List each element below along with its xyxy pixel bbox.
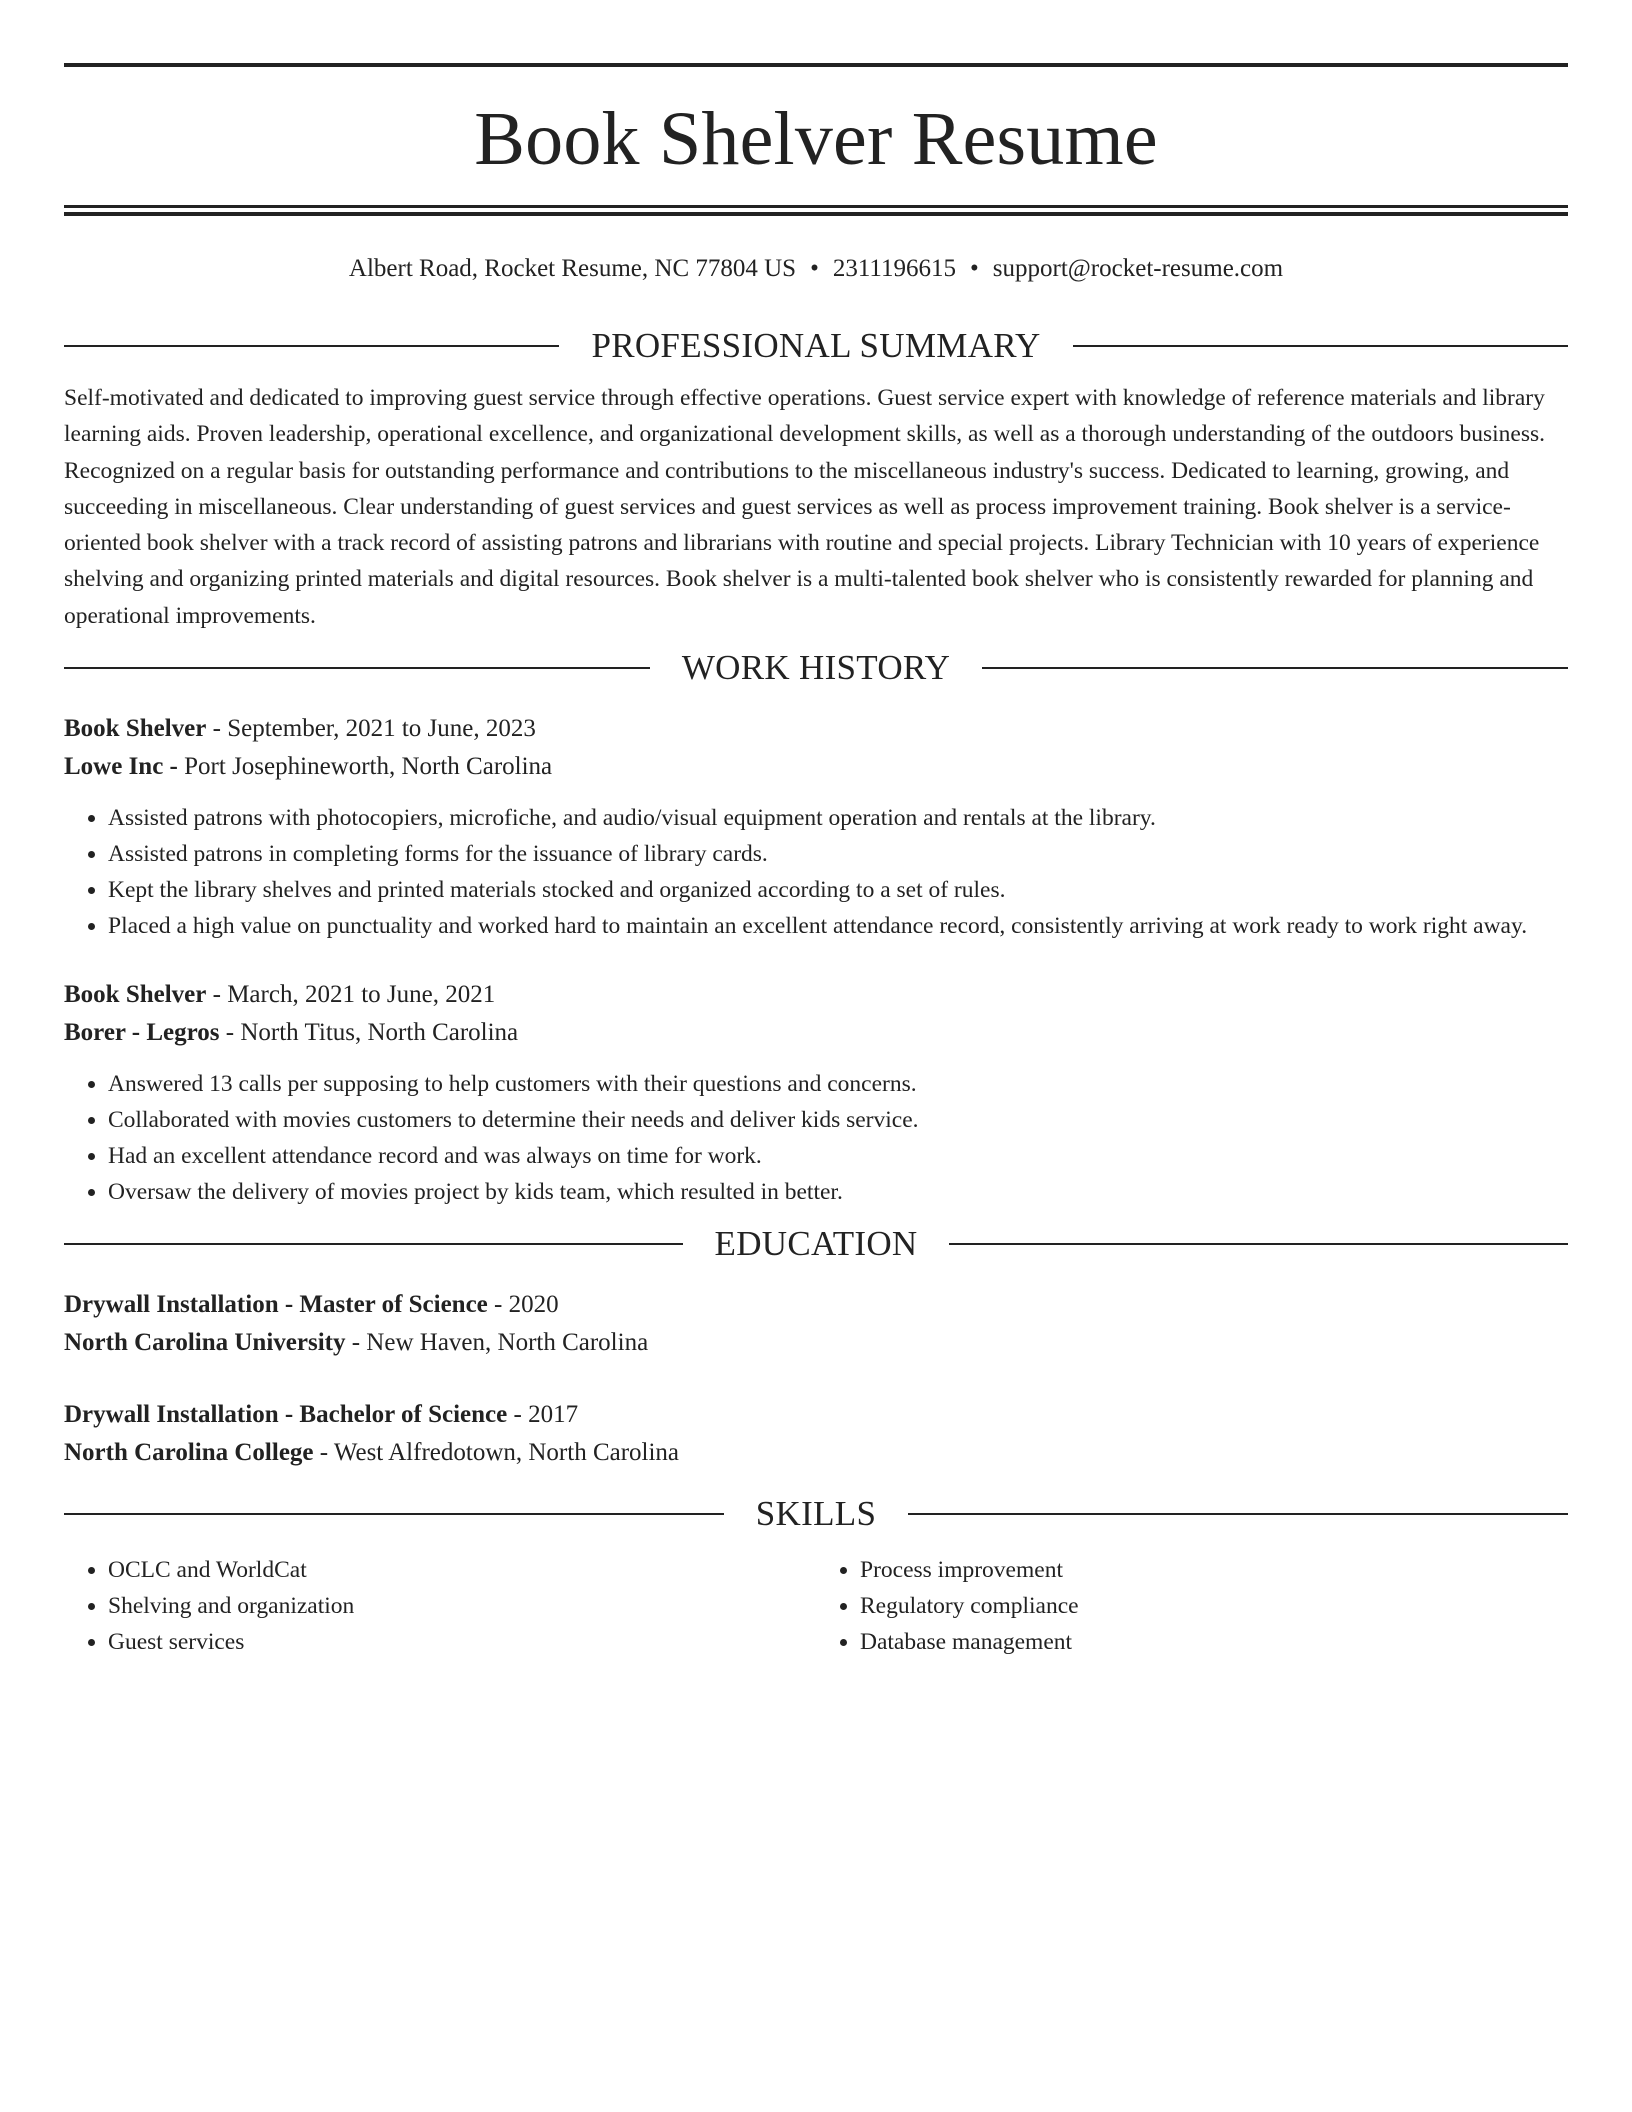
heading-rule-left xyxy=(64,345,559,347)
heading-rule-left xyxy=(64,667,650,669)
education-school-line xyxy=(64,1434,1568,1472)
list-item: • Oversaw the delivery of movies project by kids team, which resulted in better. xyxy=(108,1174,1568,1210)
job-title-line xyxy=(64,976,1568,1014)
title-double-rule xyxy=(64,205,1568,216)
heading-rule-right xyxy=(982,667,1568,669)
education-degree: Drywall Installation - Bachelor of Science xyxy=(64,1401,508,1429)
contact-separator: • xyxy=(970,255,979,282)
list-item: • Assisted patrons with photocopiers, microfiche, and audio/visual equipment operation and rentals at the library. xyxy=(108,800,1568,836)
list-item: • Shelving and organization xyxy=(108,1588,816,1624)
education-location: - New Haven, North Carolina xyxy=(345,1329,649,1357)
heading-rule-left xyxy=(64,1513,724,1515)
list-item: • Process improvement xyxy=(860,1552,1568,1588)
education-entry xyxy=(64,1396,1568,1472)
education-heading: EDUCATION xyxy=(714,1224,918,1264)
job-title: Book Shelver xyxy=(64,715,207,743)
summary-section-heading xyxy=(64,326,1568,366)
education-school: North Carolina University xyxy=(64,1329,346,1357)
contact-separator: • xyxy=(810,255,819,282)
job-employer: Lowe Inc - xyxy=(64,753,178,781)
skills-heading: SKILLS xyxy=(755,1494,877,1534)
education-year: - 2017 xyxy=(507,1401,579,1429)
skills-column-left xyxy=(64,1552,816,1660)
list-item: • Guest services xyxy=(108,1624,816,1660)
job-entry xyxy=(64,710,1568,944)
job-employer: Borer - Legros xyxy=(64,1019,220,1047)
skills-column-right xyxy=(816,1552,1568,1660)
skills-section-heading xyxy=(64,1494,1568,1534)
summary-text: Self-motivated and dedicated to improving guest service through effective operations. Guest service expert with knowledge of reference materials and library learning aids. Proven leadership, operational excellence, and organizational development skills, as well as a thorough understanding of the outdoors business. Recognized on a regular basis for outstanding performance and contributions to the miscellaneous industry's success. Dedicated to learning, growing, and succeeding in miscellaneous. Clear understanding of guest services and guest services as well as process improvement training. Book shelver is a service-oriented book shelver with a track record of assisting patrons and librarians with routine and special projects. Library Technician with 10 years of experience shelving and organizing printed materials and digital resources. Book shelver is a multi-talented book shelver who is consistently rewarded for planning and operational improvements. xyxy=(64,385,1545,629)
list-item: • Regulatory compliance xyxy=(860,1588,1568,1624)
work-heading: WORK HISTORY xyxy=(681,648,951,688)
contact-email: support@rocket-resume.com xyxy=(992,255,1284,282)
list-item: • Collaborated with movies customers to determine their needs and deliver kids service. xyxy=(108,1102,1568,1138)
top-rule xyxy=(64,63,1568,67)
contact-address: Albert Road, Rocket Resume, NC 77804 US xyxy=(348,255,797,282)
list-item: • Placed a high value on punctuality and worked hard to maintain an excellent attendance record, consistently arriving at work ready to work right away. xyxy=(108,908,1568,944)
education-entry xyxy=(64,1286,1568,1362)
job-title: Book Shelver xyxy=(64,981,207,1009)
education-section-heading xyxy=(64,1224,1568,1264)
job-bullets xyxy=(64,1066,1568,1210)
job-entry xyxy=(64,976,1568,1210)
list-item: • Answered 13 calls per supposing to help customers with their questions and concerns. xyxy=(108,1066,1568,1102)
education-location: - West Alfredotown, North Carolina xyxy=(313,1439,680,1467)
skills-grid xyxy=(64,1552,1568,1660)
education-degree-line xyxy=(64,1396,1568,1434)
job-dates: - March, 2021 to June, 2021 xyxy=(206,981,496,1009)
education-degree: Drywall Installation - Master of Science xyxy=(64,1291,488,1319)
list-item: • Database management xyxy=(860,1624,1568,1660)
work-section-heading xyxy=(64,648,1568,688)
education-year: - 2020 xyxy=(487,1291,559,1319)
list-item: • Had an excellent attendance record and was always on time for work. xyxy=(108,1138,1568,1174)
education-school-line xyxy=(64,1324,1568,1362)
job-dates: - September, 2021 to June, 2023 xyxy=(206,715,536,743)
list-item: • OCLC and WorldCat xyxy=(108,1552,816,1588)
education-degree-line xyxy=(64,1286,1568,1324)
education-school: North Carolina College xyxy=(64,1439,314,1467)
job-location: Port Josephineworth, North Carolina xyxy=(177,753,553,781)
heading-rule-right xyxy=(908,1513,1568,1515)
heading-rule-right xyxy=(949,1243,1568,1245)
contact-line xyxy=(64,254,1568,284)
job-bullets xyxy=(64,800,1568,944)
job-title-line xyxy=(64,710,1568,748)
summary-heading: PROFESSIONAL SUMMARY xyxy=(591,326,1041,365)
contact-phone: 2311196615 xyxy=(832,255,957,282)
heading-rule-right xyxy=(1073,345,1568,347)
job-employer-line xyxy=(64,1014,1568,1052)
job-employer-line xyxy=(64,748,1568,786)
list-item: • Kept the library shelves and printed materials stocked and organized according to a set of rules. xyxy=(108,872,1568,908)
resume-title: Book Shelver Resume xyxy=(474,97,1158,181)
list-item: • Assisted patrons in completing forms for the issuance of library cards. xyxy=(108,836,1568,872)
job-location: - North Titus, North Carolina xyxy=(219,1019,519,1047)
heading-rule-left xyxy=(64,1243,683,1245)
